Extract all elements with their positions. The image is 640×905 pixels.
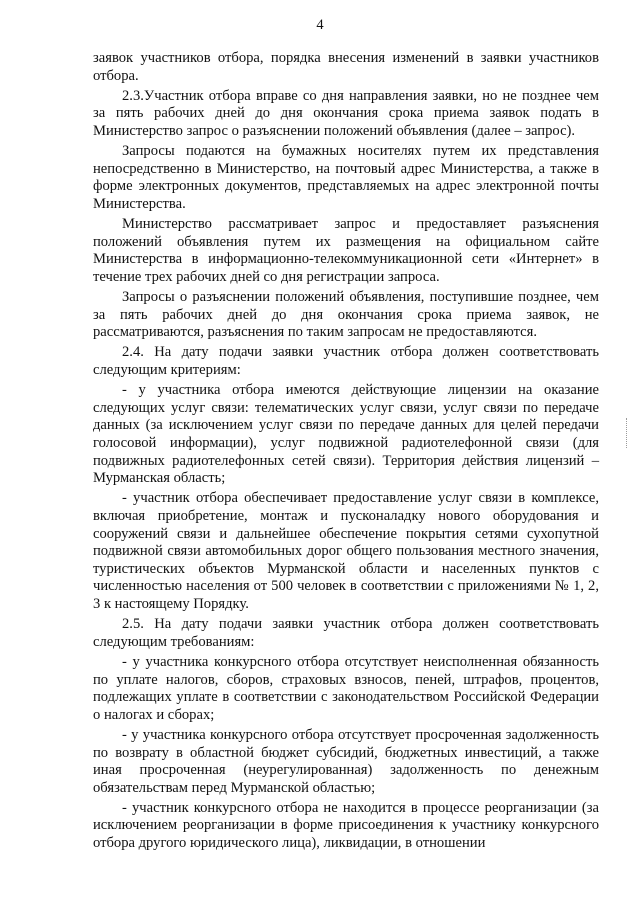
paragraph: Запросы о разъяснении положений объявления, поступившие позднее, чем за пять рабочих дней до дня окончания срока приема заявок, не рассматриваются, разъяснения по таким запросам не предоставляются. bbox=[93, 289, 599, 341]
page-number: 4 bbox=[316, 17, 324, 33]
paragraph: 2.5. На дату подачи заявки участник отбора должен соответствовать следующим требованиям: bbox=[93, 616, 599, 650]
paragraph: - у участника конкурсного отбора отсутствует просроченная задолженность по возврату в областной бюджет субсидий, бюджетных инвестиций, а также иная просроченная (неурегулированная) задолженность по денежным обязательствам перед Мурманской областью; bbox=[93, 726, 599, 796]
paragraph: 2.3.Участник отбора вправе со дня направления заявки, но не позднее чем за пять рабочих дней до дня окончания срока приема заявок подать в Министерство запрос о разъяснении положений объявления (далее – запрос). bbox=[93, 87, 599, 139]
scan-edge-mark bbox=[626, 418, 630, 448]
paragraph: Министерство рассматривает запрос и предоставляет разъяснения положений объявления путем их размещения на официальном сайте Министерства в информационно-телекоммуникационной сети «Интернет» в течение трех рабочих дней со дня регистрации запроса. bbox=[93, 216, 599, 285]
paragraph: - участник отбора обеспечивает предоставление услуг связи в комплексе, включая приобретение, монтаж и пусконаладку нового оборудования и сооружений связи и дальнейшее обеспечение покрытия сетями сухопутной подвижной связи автомобильных дорог общего пользования местного значения, туристических объектов Мурманской области и населенных пунктов с численностью населения от 500 человек в соответствии с приложениями № 1, 2, 3 к настоящему Порядку. bbox=[93, 490, 599, 612]
paragraph: - у участника отбора имеются действующие лицензии на оказание следующих услуг связи: телематических услуг связи, услуг связи по передаче данных (за исключением услуг связи по передаче данных для целей передачи голосовой информации), услуг подвижной радиотелефонной связи (для подвижных радиотелефонных сетей связи). Территория действия лицензий – Мурманская область; bbox=[93, 382, 599, 487]
paragraph: Запросы подаются на бумажных носителях путем их представления непосредственно в Министерство, на почтовый адрес Министерства, а также в форме электронных документов, представляемых на адрес электронной почты Министерства. bbox=[93, 143, 599, 212]
paragraph: 2.4. На дату подачи заявки участник отбора должен соответствовать следующим критериям: bbox=[93, 344, 599, 379]
paragraph: - участник конкурсного отбора не находится в процессе реорганизации (за исключением реорганизации в форме присоединения к участнику конкурсного отбора другого юридического лица), ликвидации, в отношении bbox=[93, 799, 599, 852]
document-body bbox=[93, 50, 599, 855]
paragraph: заявок участников отбора, порядка внесения изменений в заявки участников отбора. bbox=[93, 50, 599, 84]
paragraph: - у участника конкурсного отбора отсутствует неисполненная обязанность по уплате налогов, сборов, страховых взносов, пеней, штрафов, процентов, подлежащих уплате в соответствии с законодательством Российской Федерации о налогах и сборах; bbox=[93, 653, 599, 723]
